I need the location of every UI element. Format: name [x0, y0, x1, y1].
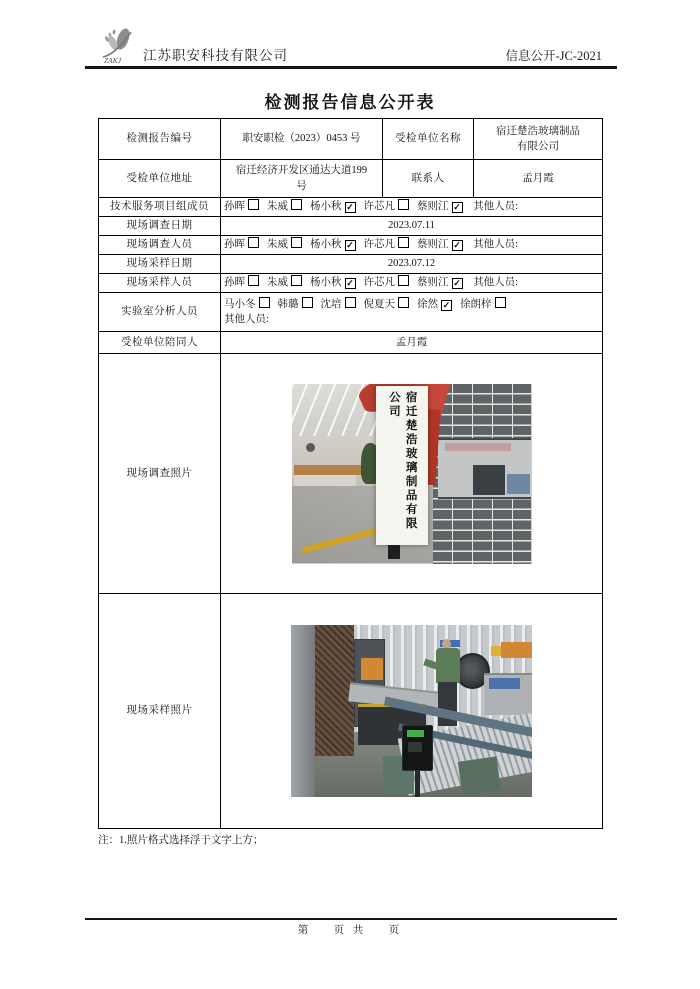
others-label: 其他人员:: [224, 314, 269, 325]
member-item: [364, 201, 410, 212]
checkbox-unchecked: [495, 297, 506, 308]
sampling-photo-cell: [221, 594, 603, 829]
member-item: [267, 239, 302, 250]
company-logo-icon: [98, 26, 142, 68]
sampling-staff-cell: [221, 274, 603, 293]
team-label: 技术服务项目组成员: [99, 198, 221, 217]
photo-instrument-screen: [408, 742, 422, 752]
unit-addr-label: 受检单位地址: [99, 160, 221, 198]
member-item: [224, 299, 270, 310]
member-item: [364, 239, 410, 250]
survey-photo: [292, 384, 532, 564]
member-name: 沈培: [320, 298, 342, 310]
survey-date-label: 现场调查日期: [99, 217, 221, 236]
lab-staff-cell: [221, 293, 603, 332]
photo-window-blue-tarp: [507, 474, 529, 494]
sampling-date-value: 2023.07.12: [221, 255, 603, 274]
checkbox-unchecked: [398, 237, 409, 248]
report-info-table: [98, 118, 603, 829]
escort-value: 孟月霞: [221, 332, 603, 354]
page-number: 第 页 共 页: [297, 925, 403, 936]
survey-staff-list: [224, 239, 471, 250]
survey-staff-label: 现场调查人员: [99, 236, 221, 255]
member-name: 朱威: [267, 239, 288, 251]
table-row: [99, 274, 603, 293]
member-name: 许芯凡: [363, 239, 395, 251]
company-name: 江苏职安科技有限公司: [143, 48, 288, 63]
page-title: 检测报告信息公开表: [264, 93, 436, 112]
unit-addr-value: [221, 160, 383, 198]
sampling-photo-label: 现场采样照片: [99, 594, 221, 829]
member-item: [321, 299, 356, 310]
report-no-value: 职安职检（2023）0453 号: [221, 119, 383, 160]
member-item: [267, 277, 302, 288]
checkbox-unchecked: [291, 199, 302, 210]
table-row: [99, 119, 603, 160]
member-item: [364, 299, 410, 310]
member-name: 孙晖: [224, 239, 245, 251]
lab-staff-list: [224, 299, 514, 310]
member-item: [417, 239, 463, 250]
member-name: 韩璐: [277, 298, 299, 310]
table-row: [99, 255, 603, 274]
checkbox-unchecked: [259, 297, 270, 308]
footnote: 注：1.照片格式选择浮于文字上方；: [98, 835, 264, 846]
header-rule: [85, 66, 617, 69]
member-name: 徐然: [417, 298, 438, 310]
photo-sampler-tripod: [415, 768, 420, 797]
member-item: [267, 201, 302, 212]
unit-name-label: 受检单位名称: [383, 119, 474, 160]
photo-orange-unit: [361, 658, 383, 680]
photo-brown-panel: [315, 625, 354, 756]
table-row: [99, 236, 603, 255]
member-item: [224, 277, 259, 288]
photo-sign-pole: [388, 545, 400, 559]
checkbox-checked: ✓: [442, 299, 451, 310]
checkbox-unchecked: [248, 275, 259, 286]
member-name: 杨小秋: [310, 239, 342, 251]
survey-photo-label: 现场调查照片: [99, 354, 221, 594]
sampling-staff-list: [224, 277, 471, 288]
lab-staff-line2: [224, 312, 599, 327]
checkbox-unchecked: [398, 275, 409, 286]
member-name: 马小冬: [224, 298, 256, 310]
photo-office-window: [438, 438, 532, 500]
survey-date-value: 2023.07.11: [221, 217, 603, 236]
member-name: 蔡则江: [417, 277, 449, 289]
member-name: 杨小秋: [310, 277, 342, 289]
checkbox-unchecked: [302, 297, 313, 308]
photo-workbench: [294, 465, 364, 476]
contact-label: 联系人: [383, 160, 474, 198]
checkbox-checked: ✓: [453, 240, 461, 251]
photo-wall-fan: [306, 443, 315, 452]
member-name: 朱威: [267, 277, 288, 289]
survey-photo-cell: [221, 354, 603, 594]
member-item: [417, 277, 463, 288]
photo-company-sign-text: 宿迁楚浩玻璃制品有限公司: [387, 391, 417, 532]
photo-right-orange-unit: [501, 642, 532, 657]
checkbox-checked: ✓: [453, 278, 461, 289]
checkbox-unchecked: [291, 275, 302, 286]
footer-rule: [85, 918, 617, 920]
team-members-cell: [221, 198, 603, 217]
table-row: [99, 293, 603, 332]
checkbox-unchecked: [248, 237, 259, 248]
survey-staff-cell: [221, 236, 603, 255]
member-item: [278, 299, 313, 310]
contact-value: 孟月霞: [474, 160, 603, 198]
report-no-label: 检测报告编号: [99, 119, 221, 160]
others-label: 其他人员:: [473, 239, 519, 251]
checkbox-unchecked: [398, 297, 409, 308]
member-name: 孙晖: [224, 277, 245, 289]
table-row: [99, 594, 603, 829]
photo-worker-shirt: [436, 648, 460, 682]
photo-instrument-label: [407, 730, 424, 737]
member-item: [417, 201, 463, 212]
member-name: 许芯凡: [363, 201, 395, 213]
member-item: [224, 201, 259, 212]
table-row: [99, 198, 603, 217]
document-code: 信息公开-JC-2021: [505, 49, 602, 63]
member-name: 朱威: [267, 201, 288, 213]
others-label: 其他人员:: [473, 277, 519, 289]
unit-name-text: 宿迁楚浩玻璃制品有限公司: [496, 125, 580, 152]
others-label: 其他人员:: [473, 201, 519, 213]
photo-window-machine: [473, 465, 505, 495]
table-row: [99, 354, 603, 594]
checkbox-unchecked: [398, 199, 409, 210]
photo-company-sign: [376, 386, 429, 544]
member-item: [310, 277, 356, 288]
member-name: 蔡则江: [417, 239, 449, 251]
sampling-date-label: 现场采样日期: [99, 255, 221, 274]
photo-blue-control-panel: [489, 678, 520, 688]
checkbox-checked: ✓: [346, 278, 354, 289]
sampling-staff-label: 现场采样人员: [99, 274, 221, 293]
member-item: [364, 277, 410, 288]
logo-text: ZAKJ: [104, 56, 122, 65]
member-name: 徐朗梓: [460, 298, 492, 310]
member-name: 许芯凡: [363, 277, 395, 289]
member-item: [310, 239, 356, 250]
lab-staff-line1: [224, 297, 599, 312]
unit-addr-text: 宿迁经济开发区通达大道199 号: [235, 165, 368, 192]
checkbox-unchecked: [248, 199, 259, 210]
member-name: 孙晖: [224, 201, 245, 213]
member-item: [417, 299, 452, 310]
checkbox-checked: ✓: [346, 240, 354, 251]
sampling-photo: [291, 625, 532, 797]
photo-door-panel: [291, 625, 315, 797]
member-name: 蔡则江: [417, 201, 449, 213]
member-name: 杨小秋: [310, 201, 342, 213]
photo-green-base: [457, 757, 500, 796]
table-row: [99, 217, 603, 236]
escort-label: 受检单位陪同人: [99, 332, 221, 354]
checkbox-checked: ✓: [453, 202, 461, 213]
member-item: [310, 201, 356, 212]
team-members-list: [224, 201, 471, 212]
checkbox-checked: ✓: [346, 202, 354, 213]
table-row: [99, 332, 603, 354]
checkbox-unchecked: [345, 297, 356, 308]
unit-name-value: [474, 119, 603, 160]
table-row: [99, 160, 603, 198]
member-name: 倪夏天: [363, 298, 395, 310]
member-item: [224, 239, 259, 250]
photo-window-banner: [445, 443, 511, 451]
member-item: [460, 299, 506, 310]
checkbox-unchecked: [291, 237, 302, 248]
lab-staff-label: 实验室分析人员: [99, 293, 221, 332]
